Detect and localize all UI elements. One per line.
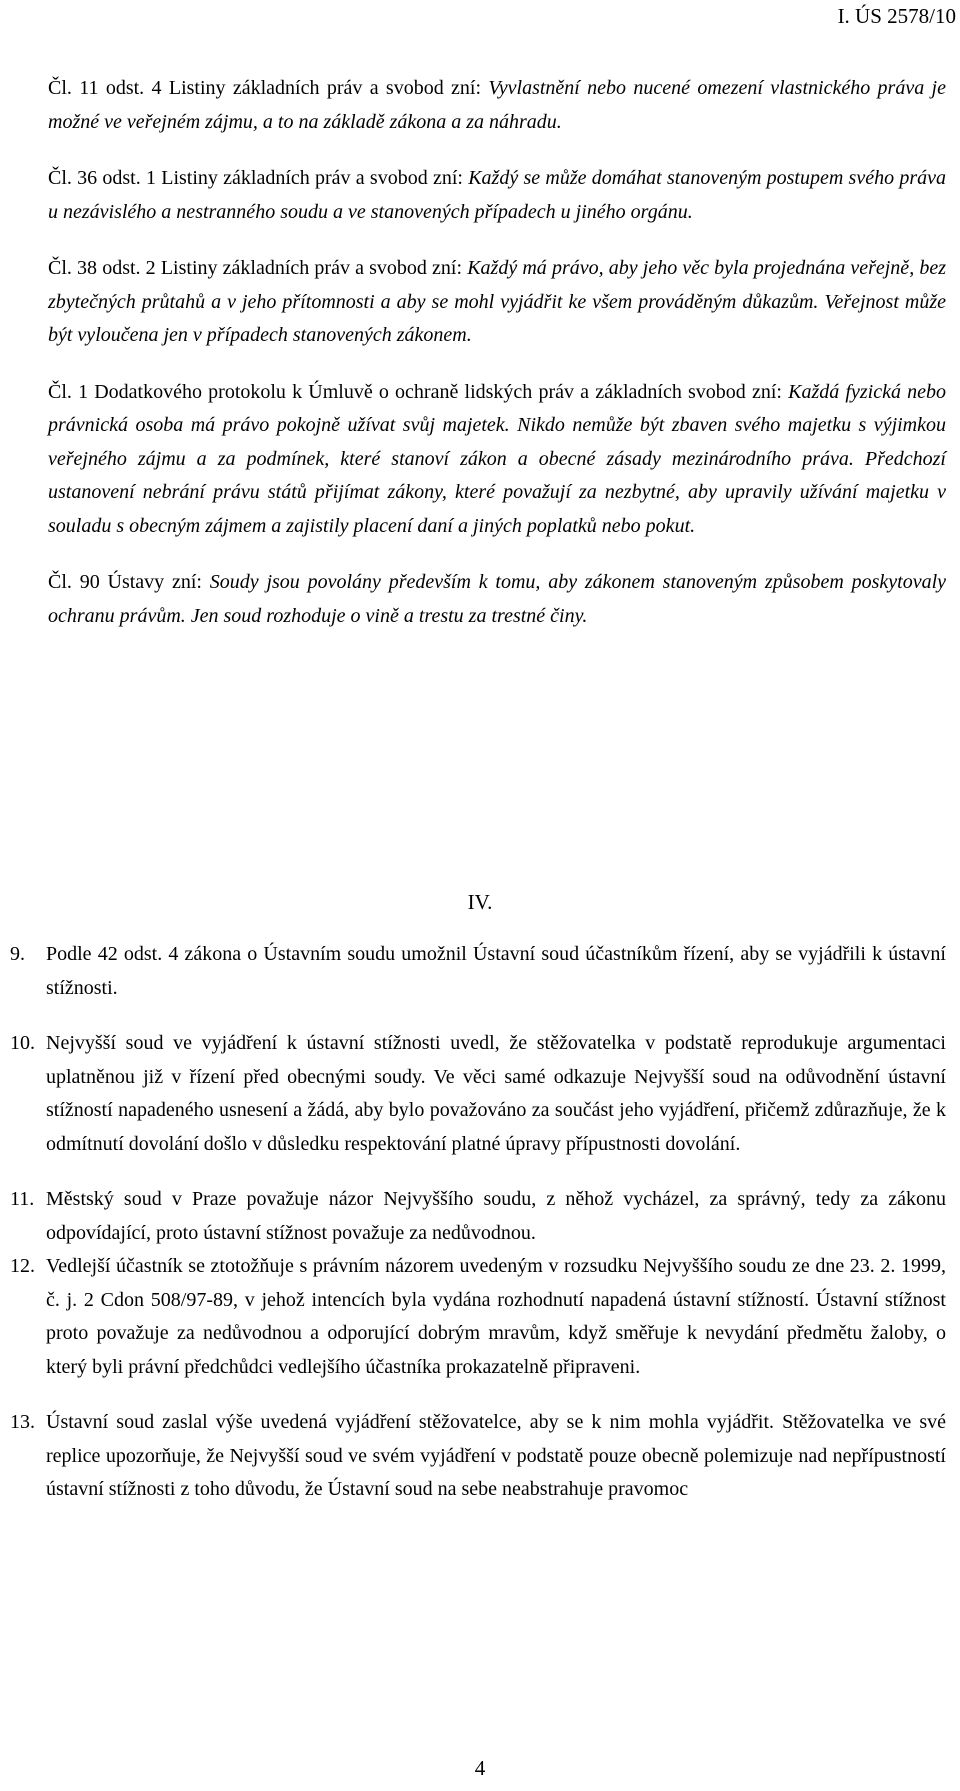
paragraph-11 xyxy=(10,1183,946,1250)
quote-lead: Čl. 38 odst. 2 Listiny základních práv a svobod zní: xyxy=(48,257,468,279)
quote-article-36 xyxy=(48,162,946,229)
paragraph-number: 9. xyxy=(10,943,25,965)
quote-lead: Čl. 11 odst. 4 Listiny základních práv a svobod zní: xyxy=(48,77,489,99)
paragraph-text: Podle 42 odst. 4 zákona o Ústavním soudu umožnil Ústavní soud účastníkům řízení, aby se vyjádřili k ústavní stížnosti. xyxy=(46,943,946,999)
quote-protocol-article-1 xyxy=(48,376,946,544)
quote-lead: Čl. 90 Ústavy zní: xyxy=(48,571,210,593)
paragraph-number: 11. xyxy=(10,1188,35,1210)
quoted-provisions xyxy=(48,72,946,656)
case-number-header: I. ÚS 2578/10 xyxy=(837,4,956,28)
quote-text: Vyvlastnění nebo nucené omezení vlastnického práva je možné ve veřejném zájmu, a to na základě zákona a za náhradu. xyxy=(48,77,946,133)
quote-lead: Čl. 1 Dodatkového protokolu k Úmluvě o ochraně lidských práv a základních svobod zní: xyxy=(48,380,789,403)
paragraph-10 xyxy=(10,1027,946,1161)
paragraph-number: 13. xyxy=(10,1411,35,1433)
numbered-paragraphs xyxy=(10,938,946,1529)
paragraph-13 xyxy=(10,1406,946,1507)
quote-lead: Čl. 36 odst. 1 Listiny základních práv a svobod zní: xyxy=(48,167,469,189)
paragraph-9 xyxy=(10,938,946,1005)
quote-text: Každá fyzická nebo právnická osoba má právo pokojně užívat svůj majetek. Nikdo nemůže být zbaven svého majetku s výjimkou veřejného zájmu a za podmínek, které stanoví zákon a obecné zásady mezinárodního práva. Předchozí ustanovení nebrání právu států přijímat zákony, které považují za nezbytné, aby upravily užívání majetku v souladu s obecným zájmem a zajistily placení daní a jiných poplatků nebo pokut. xyxy=(48,380,946,537)
paragraph-number: 10. xyxy=(10,1032,35,1054)
paragraph-text: Nejvyšší soud ve vyjádření k ústavní stížnosti uvedl, že stěžovatelka v podstatě reprodukuje argumentaci uplatněnou již v řízení před obecnými soudy. Ve věci samé odkazuje Nejvyšší soud na odůvodnění ústavní stížností napadeného usnesení a žádá, aby bylo považováno za součást jeho vyjádření, přičemž zdůrazňuje, že k odmítnutí dovolání došlo v důsledku respektování platné úpravy přípustnosti dovolání. xyxy=(46,1032,946,1155)
paragraph-12 xyxy=(10,1250,946,1384)
quote-text: Soudy jsou povolány především k tomu, aby zákonem stanoveným způsobem poskytovaly ochranu právům. Jen soud rozhoduje o vině a trestu za trestné činy. xyxy=(48,571,947,627)
paragraph-number: 12. xyxy=(10,1255,35,1277)
paragraph-text: Městský soud v Praze považuje názor Nejvyššího soudu, z něhož vycházel, za správný, tedy za zákonu odpovídající, proto ústavní stížnost považuje za nedůvodnou. xyxy=(46,1188,946,1244)
quote-text: Každý má právo, aby jeho věc byla projednána veřejně, bez zbytečných průtahů a v jeho přítomnosti a aby se mohl vyjádřit ke všem prováděným důkazům. Veřejnost může být vyloučena jen v případech stanovených zákonem. xyxy=(48,257,946,346)
quote-article-11 xyxy=(48,72,946,139)
section-heading: IV. xyxy=(467,890,493,914)
page-number: 4 xyxy=(474,1756,486,1780)
quote-constitution-article-90 xyxy=(48,566,946,633)
paragraph-text: Ústavní soud zaslal výše uvedená vyjádření stěžovatelce, aby se k nim mohla vyjádřit. Stěžovatelka ve své replice upozorňuje, že Nejvyšší soud ve svém vyjádření v podstatě pouze obecně polemizuje nad nepřípustností ústavní stížnosti z toho důvodu, že Ústavní soud na sebe neabstrahuje pravomoc xyxy=(46,1411,946,1500)
quote-article-38 xyxy=(48,252,946,353)
paragraph-text: Vedlejší účastník se ztotožňuje s právním názorem uvedeným v rozsudku Nejvyššího soudu ze dne 23. 2. 1999, č. j. 2 Cdon 508/97-89, v jehož intencích byla vydána rozhodnutí napadená ústavní stížností. Ústavní stížnost proto považuje za nedůvodnou a odporující dobrým mravům, když směřuje k nevydání předmětu žaloby, o který byli právní předchůdci vedlejšího účastníka prokazatelně připraveni. xyxy=(46,1255,946,1378)
quote-text: Každý se může domáhat stanoveným postupem svého práva u nezávislého a nestranného soudu a ve stanovených případech u jiného orgánu. xyxy=(48,167,946,223)
